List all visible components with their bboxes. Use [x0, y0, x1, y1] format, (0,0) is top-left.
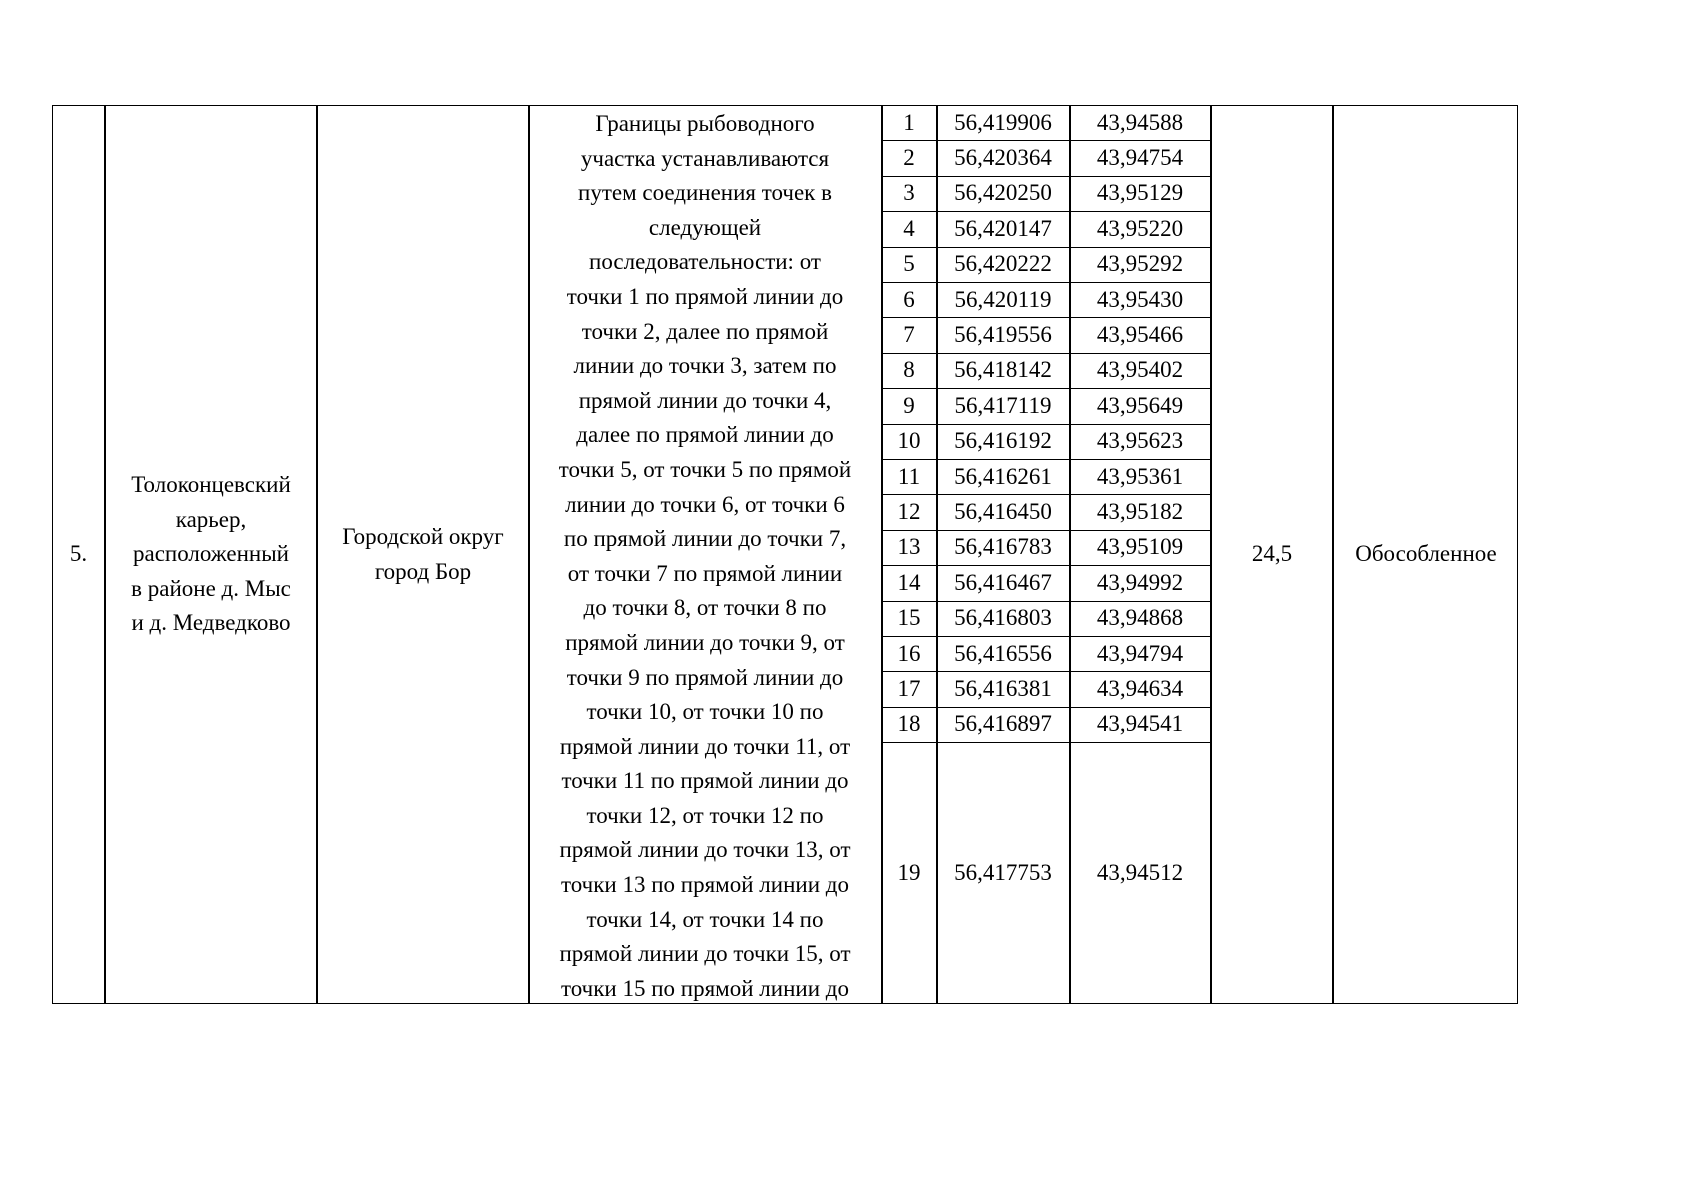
point-number: 2: [903, 145, 915, 171]
point-longitude: 43,95623: [1096, 428, 1184, 454]
point-longitude: 43,95220: [1096, 215, 1184, 241]
point-longitude: 43,94868: [1096, 605, 1184, 631]
description-line: следующей: [648, 214, 762, 240]
point-number: 1: [903, 109, 915, 135]
description-line: точки 1 по прямой линии до: [566, 283, 844, 309]
point-longitude: 43,94992: [1096, 569, 1184, 595]
water-body-name-line: расположенный: [132, 541, 289, 567]
point-longitude: 43,95129: [1096, 180, 1184, 206]
row-number: 5.: [69, 541, 88, 567]
point-latitude: 56,418142: [954, 357, 1052, 383]
point-number: 8: [903, 357, 915, 383]
description-line: точки 13 по прямой линии до: [561, 872, 849, 898]
municipality-line: Городской округ: [342, 524, 504, 549]
point-longitude: 43,95430: [1096, 286, 1184, 312]
point-longitude: 43,95292: [1096, 251, 1184, 277]
description-line: точки 9 по прямой линии до: [566, 664, 844, 690]
point-latitude: 56,416803: [954, 605, 1052, 631]
description-line: от точки 7 по прямой линии: [567, 560, 843, 586]
description-line: прямой линии до точки 4,: [578, 387, 832, 413]
description-line: далее по прямой линии до: [576, 422, 834, 448]
point-latitude: 56,416192: [954, 428, 1052, 454]
municipality: [318, 105, 528, 1004]
point-latitude: 56,416467: [954, 569, 1052, 595]
point-longitude: 43,95361: [1096, 463, 1184, 489]
description-line: до точки 8, от точки 8 по: [583, 595, 827, 621]
point-latitude: 56,420250: [954, 180, 1052, 206]
point-latitude: 56,417753: [954, 860, 1052, 886]
point-number: 18: [897, 711, 921, 737]
description-line: прямой линии до точки 13, от: [559, 837, 851, 863]
description-line: точки 14, от точки 14 по: [586, 906, 824, 932]
point-longitude: 43,94794: [1096, 640, 1184, 666]
point-latitude: 56,416261: [954, 463, 1052, 489]
description-line: точки 15 по прямой линии до: [561, 975, 849, 1001]
point-longitude: 43,95109: [1096, 534, 1184, 560]
point-number: 7: [903, 322, 915, 348]
description-line: точки 10, от точки 10 по: [586, 699, 824, 725]
description-line: прямой линии до точки 9, от: [565, 629, 845, 655]
point-number: 6: [903, 286, 915, 312]
water-body-name-line: в районе д. Мыс: [131, 575, 291, 601]
boundary-description: [530, 105, 880, 1004]
point-latitude: 56,416450: [954, 499, 1052, 525]
point-latitude: 56,416783: [954, 534, 1052, 560]
description-line: точки 11 по прямой линии до: [561, 768, 849, 794]
description-line: прямой линии до точки 15, от: [559, 941, 851, 967]
point-longitude: 43,94588: [1096, 109, 1184, 135]
point-number: 5: [903, 251, 915, 277]
point-latitude: 56,416381: [954, 676, 1052, 702]
point-latitude: 56,420364: [954, 145, 1052, 171]
description-line: участка устанавливаются: [580, 145, 830, 171]
description-line: последовательности: от: [589, 249, 821, 275]
description-line: путем соединения точек в: [578, 180, 832, 206]
point-number: 19: [897, 860, 921, 886]
description-line: линии до точки 6, от точки 6: [565, 491, 845, 517]
area-value: 24,5: [1251, 541, 1293, 567]
point-latitude: 56,420119: [954, 286, 1052, 312]
point-longitude: 43,94634: [1096, 676, 1184, 702]
point-latitude: 56,419906: [954, 109, 1052, 135]
description-line: прямой линии до точки 11, от: [559, 733, 851, 759]
point-longitude: 43,95466: [1096, 322, 1184, 348]
point-number: 4: [903, 215, 915, 241]
point-number: 3: [903, 180, 915, 206]
point-latitude: 56,417119: [954, 392, 1052, 418]
point-latitude: 56,420222: [954, 251, 1052, 277]
site-type: Обособленное: [1355, 541, 1497, 567]
water-body-name: [106, 105, 316, 1004]
point-number: 14: [897, 569, 921, 595]
point-number: 9: [903, 392, 915, 418]
point-longitude: 43,94541: [1096, 711, 1184, 737]
point-longitude: 43,94512: [1096, 860, 1184, 886]
description-line: по прямой линии до точки 7,: [563, 526, 847, 552]
point-number: 10: [897, 428, 921, 454]
point-number: 12: [897, 499, 921, 525]
point-number: 16: [897, 640, 921, 666]
description-line: точки 5, от точки 5 по прямой: [558, 456, 852, 482]
point-number: 11: [897, 463, 921, 489]
water-body-name-line: карьер,: [175, 506, 247, 532]
point-longitude: 43,95182: [1096, 499, 1184, 525]
water-body-name-line: и д. Медведково: [131, 610, 291, 636]
point-longitude: 43,95402: [1096, 357, 1184, 383]
water-body-name-line: Толоконцевский: [131, 472, 291, 498]
point-longitude: 43,94754: [1096, 145, 1184, 171]
point-number: 15: [897, 605, 921, 631]
point-latitude: 56,419556: [954, 322, 1052, 348]
point-latitude: 56,416897: [954, 711, 1052, 737]
description-line: линии до точки 3, затем по: [573, 353, 837, 379]
point-number: 13: [897, 534, 921, 560]
description-line: точки 12, от точки 12 по: [586, 802, 824, 828]
municipality-line: город Бор: [374, 558, 472, 584]
description-line: точки 2, далее по прямой: [581, 318, 829, 344]
point-latitude: 56,416556: [954, 640, 1052, 666]
point-latitude: 56,420147: [954, 215, 1052, 241]
point-longitude: 43,95649: [1096, 392, 1184, 418]
description-line: Границы рыбоводного: [595, 111, 815, 136]
point-number: 17: [897, 676, 921, 702]
